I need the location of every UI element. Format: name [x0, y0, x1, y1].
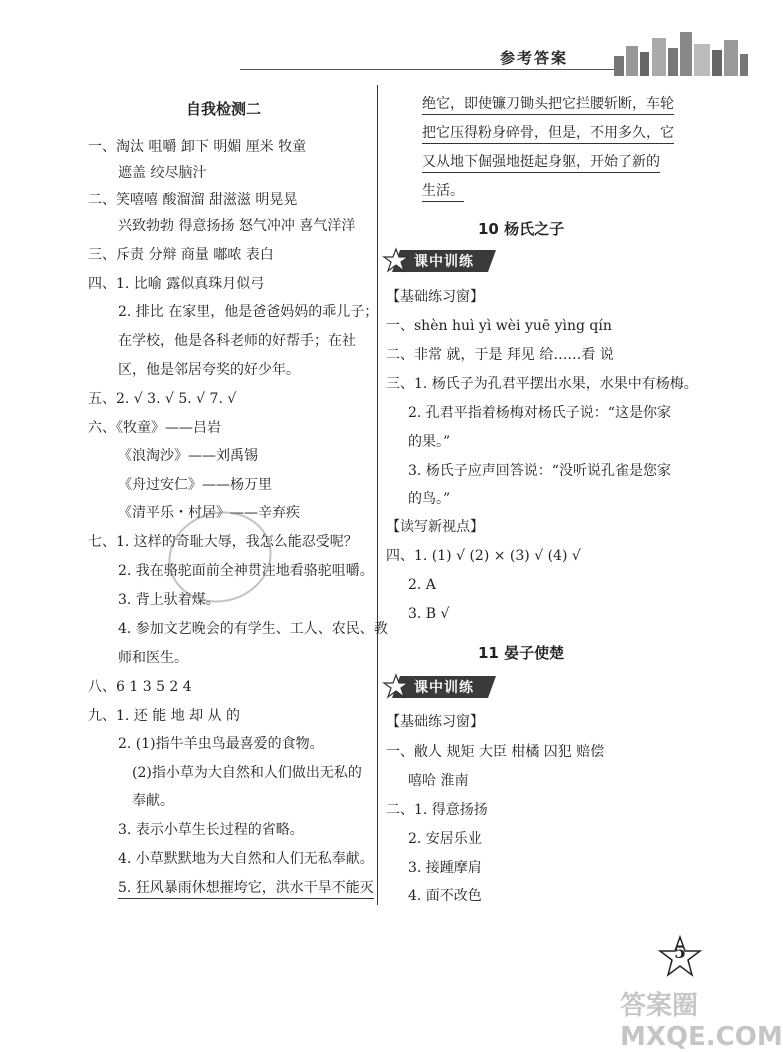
answer-line: 区，他是邻居夸奖的好少年。	[118, 362, 300, 378]
answer-line: 又从地下倔强地挺起身躯，开始了新的	[422, 152, 660, 173]
answer-line: 八、6 1 3 5 2 4	[88, 679, 192, 695]
answer-line: 一、敝人 规矩 大臣 柑橘 囚犯 赔偿	[386, 744, 605, 760]
answer-line: 《清平乐・村居》——辛弃疾	[118, 505, 300, 521]
answer-line: 2. (1)指牛羊虫鸟最喜爱的食物。	[118, 736, 324, 752]
answer-line: 5. 狂风暴雨休想摧垮它，洪水干旱不能灭	[118, 878, 374, 899]
answer-line: 二、非常 就，于是 拜见 给……看 说	[386, 347, 614, 363]
answer-line: 的鸟。”	[408, 491, 451, 507]
answer-line: 绝它，即使镰刀锄头把它拦腰斩断，车轮	[422, 94, 674, 115]
section-header: 【基础练习窗】	[386, 714, 484, 730]
header-rule	[240, 69, 620, 70]
answer-line: 一、shèn huì yì wèi yuē yìng qín	[386, 318, 612, 334]
answer-line: 嘻哈 淮南	[408, 773, 469, 789]
answer-line: 生活。	[422, 181, 464, 202]
answer-line: 四、1. 比喻 露似真珠月似弓	[88, 276, 265, 292]
answer-line: 六、《牧童》——吕岩	[88, 420, 221, 436]
answer-line: 2. A	[408, 577, 436, 593]
answer-line: 2. 安居乐业	[408, 831, 482, 847]
answer-line: 师和医生。	[118, 650, 188, 666]
answer-line: 奉献。	[132, 793, 174, 809]
answer-line: 2. 排比 在家里，他是爸爸妈妈的乖儿子；	[118, 304, 379, 320]
answer-line: 的果。”	[408, 434, 451, 450]
page-number-badge	[658, 935, 702, 979]
answer-line: 3. 背上驮着煤。	[118, 592, 220, 608]
answer-line: 三、斥责 分辩 商量 嘟哝 表白	[88, 247, 274, 263]
answer-line: 遮盖 绞尽脑汁	[118, 165, 207, 181]
answer-line: (2)指小草为大自然和人们做出无私的	[132, 765, 362, 781]
answer-line: 五、2. √ 3. √ 5. √ 7. √	[88, 391, 237, 407]
answer-line: 在学校，他是各科老师的好帮手；在社	[118, 333, 356, 349]
section-header: 【读写新视点】	[386, 519, 484, 535]
answer-line: 《舟过安仁》——杨万里	[118, 477, 272, 493]
city-skyline-icon	[610, 28, 750, 76]
header-title: 参考答案	[500, 49, 569, 67]
column-divider	[377, 85, 378, 905]
watermark: 答案圈 MXQE.COM	[620, 991, 783, 1052]
lesson11-badge	[382, 674, 498, 700]
answer-line: 4. 小草默默地为大自然和人们无私奉献。	[118, 851, 374, 867]
answer-line: 2. 我在骆驼面前全神贯注地看骆驼咀嚼。	[118, 563, 374, 579]
left-section-title: 自我检测二	[186, 100, 262, 118]
answer-line: 2. 孔君平指着杨梅对杨氏子说：“这是你家	[408, 405, 671, 421]
answer-line: 兴致勃勃 得意扬扬 怒气冲冲 喜气洋洋	[118, 218, 356, 234]
answer-line: 九、1. 还 能 地 却 从 的	[88, 708, 241, 724]
badge-label: 课中训练	[414, 680, 474, 696]
section-header: 【基础练习窗】	[386, 289, 484, 305]
answer-line: 一、淘汰 咀嚼 卸下 明媚 厘米 牧童	[88, 139, 307, 155]
answer-line: 3. 接踵摩肩	[408, 860, 482, 876]
badge-label: 课中训练	[414, 254, 474, 270]
answer-line: 四、1. (1) √ (2) × (3) √ (4) √	[386, 548, 581, 564]
answer-line: 三、1. 杨氏子为孔君平摆出水果，水果中有杨梅。	[386, 376, 698, 392]
answer-line: 把它压得粉身碎骨，但是，不用多久，它	[422, 123, 674, 144]
answer-line: 4. 面不改色	[408, 888, 482, 904]
lesson10-badge	[382, 248, 498, 274]
answer-line: 二、1. 得意扬扬	[386, 802, 488, 818]
answer-line: 《浪淘沙》——刘禹锡	[118, 448, 258, 464]
lesson10-title: 10 杨氏之子	[478, 220, 565, 238]
answer-line: 3. 表示小草生长过程的省略。	[118, 822, 304, 838]
answer-line: 3. 杨氏子应声回答说：“没听说孔雀是您家	[408, 463, 671, 479]
lesson11-title: 11 晏子使楚	[478, 644, 565, 662]
answer-line: 3. B √	[408, 606, 450, 622]
answer-line: 4. 参加文艺晚会的有学生、工人、农民、教	[118, 621, 388, 637]
page-number: 5	[674, 943, 686, 963]
answer-line: 二、笑嘻嘻 酸溜溜 甜滋滋 明晃晃	[88, 192, 298, 208]
answer-line: 七、1. 这样的奇耻大辱，我怎么能忍受呢？	[88, 534, 358, 550]
